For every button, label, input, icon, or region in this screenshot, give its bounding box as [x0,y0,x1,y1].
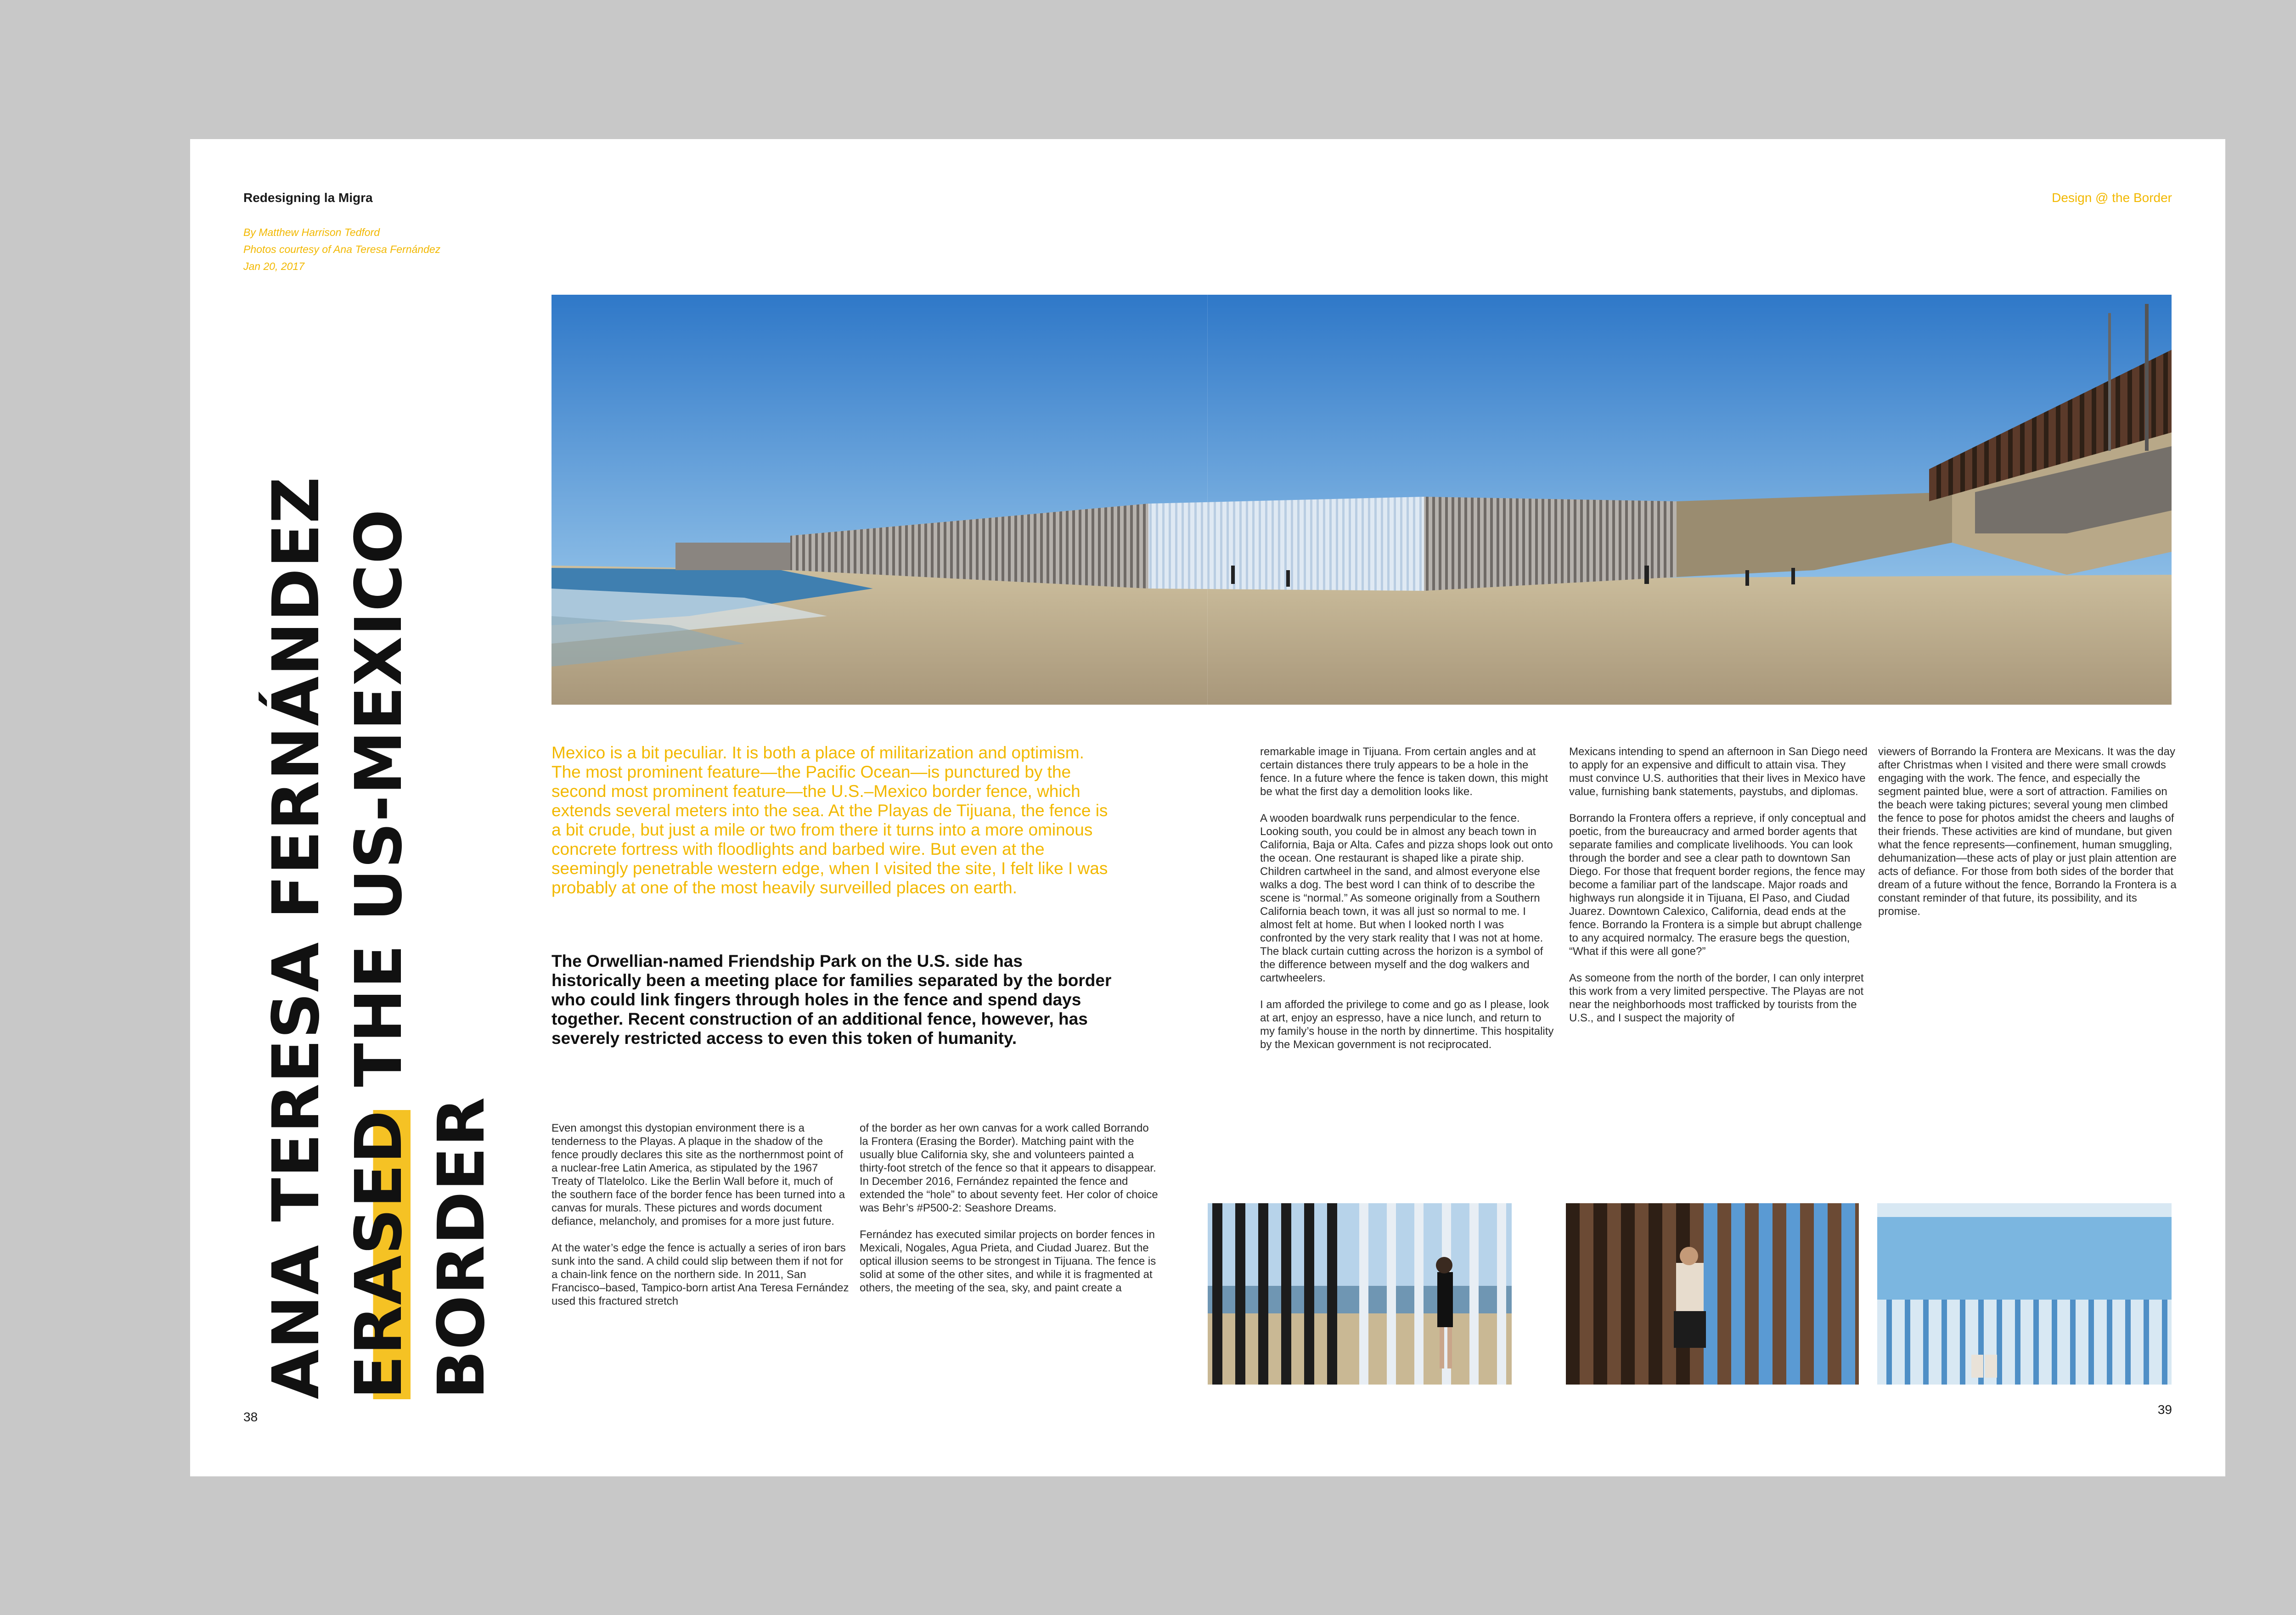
body-paragraph: As someone from the north of the border, I can only interpret this work from a very limited perspective. The Playas are not near the neighborhoods most trafficked by tourists from the U.S., and I suspect the majority of [1569,972,1864,1024]
section-label: Design @ the Border [2052,191,2172,205]
page-gutter [1207,295,1208,705]
body-column-1 [551,1122,850,1321]
body-column-2 [860,1122,1158,1308]
body-paragraph: viewers of Borrando la Frontera are Mexicans. It was the day after Christmas when I visited and there were small crowds engaging with the work. The fence, and especially the segment painted blue, were a sort of attraction. Families on the beach were taking pictures; several young men climbed the fence to pose for photos amidst the cheers and laughs of their friends. These activities are kind of mundane, but given what the fence represents—confinement, human smuggling, dehumanization—these acts of play or just plain attention are acts of defiance. For those from both sides of the border that dream of a future without the fence, Borrando la Frontera is a constant reminder of that future, its possibility, and its promise. [1878,746,2177,918]
hero-photo-illustration [551,295,2172,705]
magazine-spread [190,139,2225,1476]
photo-woman-at-fence [1566,1203,1859,1385]
title-line-2 [338,389,421,1399]
body-paragraph: I am afforded the privilege to come and go as I please, look at art, enjoy an espresso, have a nice lunch, and return to my family’s house in the north by dinnertime. This hospitality by the Mexican government is not reciprocated. [1260,998,1554,1051]
title-line-2-rest: THE US-MEXICO [342,509,416,1110]
photo-woman-painting-fence [1208,1203,1512,1385]
byline [243,224,440,275]
lead-paragraph: The Orwellian-named Friendship Park on the U.S. side has historically been a meeting place for families separated by the border who could link fingers through holes in the fence and spend days together. Recent construction of an additional fence, however, has severely restricted access to even this token of humanity. [551,952,1112,1048]
body-paragraph: Even amongst this dystopian environment there is a tenderness to the Playas. A plaque in the shadow of the fence proudly declares this site as the northernmost point of a nuclear-free Latin America, as stipulated by the 1967 Treaty of Tlatelolco. Like the Berlin Wall before it, much of the southern face of the border fence has been turned into a canvas for murals. These pictures and words document defiance, melancholy, and promises for a more just future. [551,1122,845,1228]
body-paragraph: At the water’s edge the fence is actually a series of iron bars sunk into the sand. A child could slip between them if not for a chain-link fence on the northern side. In 2011, San Francisco–based, Tampico-born artist Ana Teresa Fernández used this fractured stretch [551,1242,849,1307]
kicker: Redesigning la Migra [243,191,373,205]
body-paragraph: of the border as her own canvas for a work called Borrando la Frontera (Erasing the Border). Matching paint with the usually blue California sky, she and volunteers painted a thirty-foot stretch of the fence so that it appears to disappear. In December 2016, Fernández repainted the fence and extended the “hole” to about seventy feet. Her color of choice was Behr’s #P500-2: Seashore Dreams. [860,1122,1158,1214]
body-column-3 [1260,745,1559,1065]
title-highlight: ERASED [342,1110,416,1399]
body-column-4 [1569,745,1868,1038]
photo-blue-fence-wall [1877,1203,2172,1385]
byline-date: Jan 20, 2017 [243,260,305,272]
page-number-right: 39 [2157,1402,2172,1417]
page-number-left: 38 [243,1410,258,1424]
byline-author: By Matthew Harrison Tedford [243,226,380,238]
body-paragraph: remarkable image in Tijuana. From certain angles and at certain distances there truly appears to be a hole in the fence. In a future where the fence is taken down, this might be what the first day a demolition looks like. [1260,746,1548,798]
intro-paragraph: Mexico is a bit peculiar. It is both a place of militarization and optimism. The most prominent feature—the Pacific Ocean—is punctured by the second most prominent feature—the U.S.–Mexico border fence, which extends several meters into the sea. At the Playas de Tijuana, the fence is a bit crude, but just a mile or two from there it turns into a more ominous concrete fortress with floodlights and barbed wire. But even at the seemingly penetrable western edge, when I visited the site, I felt like I was probably at one of the most heavily surveilled places on earth. [551,743,1108,897]
title-line-1: ANA TERESA FERNÁNDEZ [259,476,334,1399]
body-paragraph: A wooden boardwalk runs perpendicular to the fence. Looking south, you could be in almost any beach town in California, Baja or Alta. Cafes and pizza shops look out onto the ocean. One restaurant is shaped like a pirate ship. Children cartwheel in the sand, and almost everyone else walks a dog. The best word I can think of to describe the scene is “normal.” As someone originally from a Southern California beach town, it was all just so normal to me. I almost felt at home. But when I looked north I was confronted by the very stark reality that I was not at home. The black curtain cutting across the horizon is a symbol of the difference between myself and the dog walkers and cartwheelers. [1260,812,1553,984]
article-title [255,389,503,1399]
title-line-3: BORDER [424,1096,499,1399]
body-paragraph: Borrando la Frontera offers a reprieve, if only conceptual and poetic, from the bureaucracy and armed border agents that separate families and complicate livelihoods. You can look through the border and see a clear path to downtown San Diego. For those that frequent border regions, the fence may become a familiar part of the landscape. Major roads and highways run alongside it in Tijuana, El Paso, and Ciudad Juarez. Downtown Calexico, California, dead ends at the fence. Borrando la Frontera is a simple but abrupt challenge to any acquired normalcy. The erasure begs the question, “What if this were all gone?” [1569,812,1866,958]
byline-photo-credit: Photos courtesy of Ana Teresa Fernández [243,243,441,255]
body-paragraph: Fernández has executed similar projects on border fences in Mexicali, Nogales, Agua Prieta, and Ciudad Juarez. But the optical illusion seems to be strongest in Tijuana. The fence is solid at some of the other sites, and while it is fragmented at others, the meeting of the sea, sky, and paint create a [860,1228,1156,1294]
body-column-5 [1878,745,2177,931]
body-paragraph: Mexicans intending to spend an afternoon in San Diego need to apply for an expensive and difficult to attain visa. They must convince U.S. authorities that their lives in Mexico have value, furnishing bank statements, paystubs, and diplomas. [1569,746,1868,798]
hero-photo-border-fence [551,295,2172,705]
